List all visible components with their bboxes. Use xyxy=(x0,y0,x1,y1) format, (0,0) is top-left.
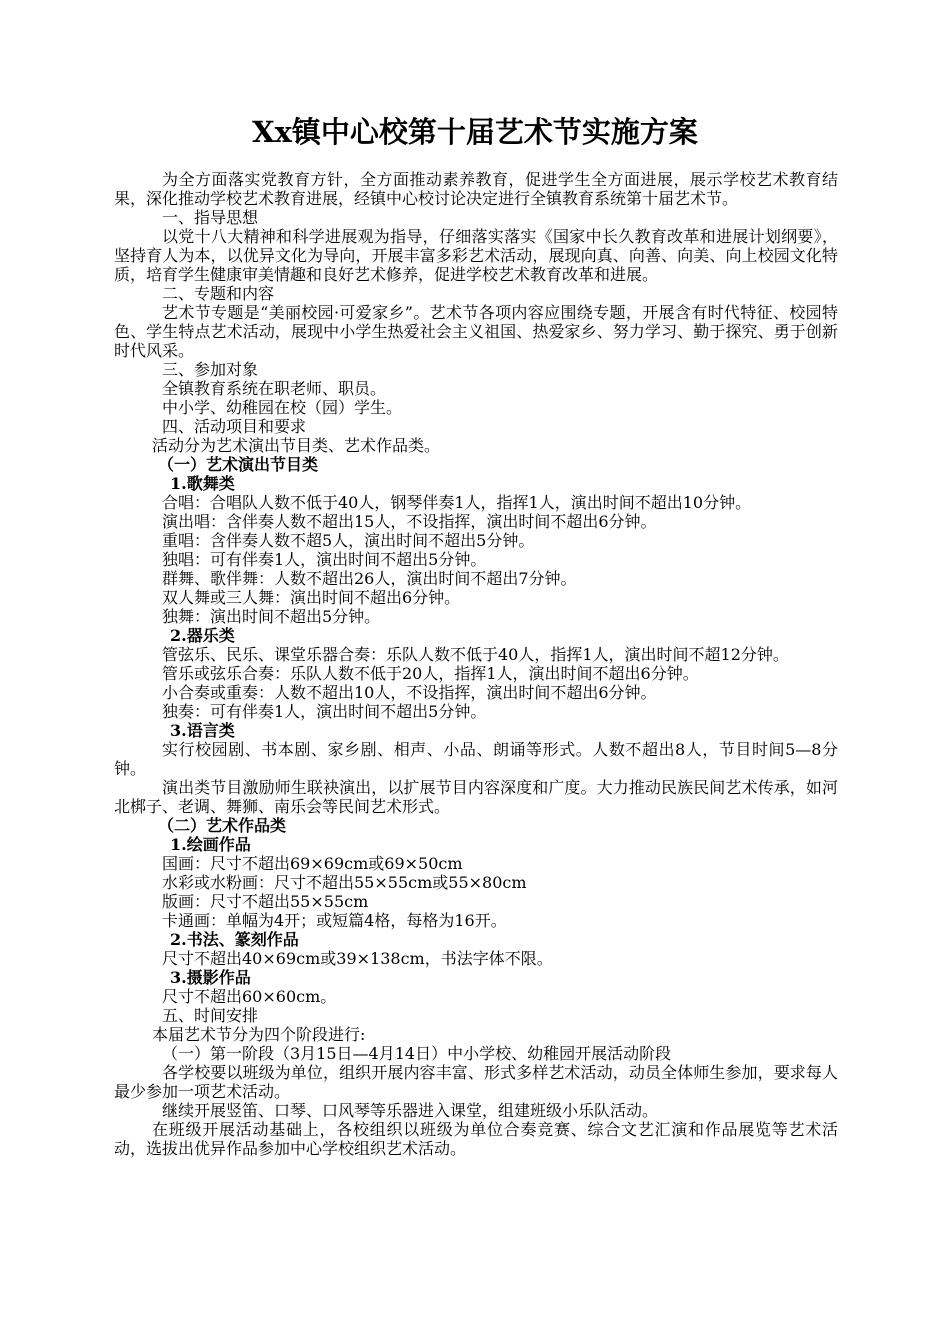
paragraph: 尺寸不超出60×60cm。 xyxy=(162,987,337,1006)
paragraph: （一）艺术演出节目类 xyxy=(158,455,319,474)
paragraph: 中小学、幼稚园在校（园）学生。 xyxy=(162,398,403,417)
paragraph: 演出类节目激励师生联袂演出，以扩展节目内容深度和广度。大力推动民族民间艺术传承，如河北梆子、老调、舞狮、南乐会等民间艺术形式。 xyxy=(114,778,838,816)
paragraph: 1.绘画作品 xyxy=(170,835,251,854)
paragraph: 独奏：可有伴奏1人，演出时间不超出5分钟。 xyxy=(162,702,487,721)
paragraph: 合唱：合唱队人数不低于40人，钢琴伴奏1人，指挥1人，演出时间不超出10分钟。 xyxy=(162,493,752,512)
paragraph: 全镇教育系统在职老师、职员。 xyxy=(162,379,387,398)
document-body xyxy=(114,170,838,1158)
paragraph: 二、专题和内容 xyxy=(162,284,275,303)
paragraph: 活动分为艺术演出节目类、艺术作品类。 xyxy=(152,436,441,455)
paragraph: 在班级开展活动基础上，各校组织以班级为单位合奏竞赛、综合文艺汇演和作品展览等艺术活动，选拔出优异作品参加中心学校组织艺术活动。 xyxy=(114,1120,838,1158)
paragraph: 管乐或弦乐合奏：乐队人数不低于20人，指挥1人，演出时间不超出6分钟。 xyxy=(162,664,699,683)
paragraph: （一）第一阶段（3月15日—4月14日）中小学校、幼稚园开展活动阶段 xyxy=(162,1044,672,1063)
paragraph: 各学校要以班级为单位，组织开展内容丰富、形式多样艺术活动，动员全体师生参加，要求每人最少参加一项艺术活动。 xyxy=(114,1063,838,1101)
paragraph: 演出唱：含伴奏人数不超出15人，不设指挥，演出时间不超出6分钟。 xyxy=(162,512,657,531)
paragraph: 尺寸不超出40×69cm或39×138cm，书法字体不限。 xyxy=(162,949,553,968)
paragraph: 独唱：可有伴奏1人，演出时间不超出5分钟。 xyxy=(162,550,487,569)
document-title: Xx镇中心校第十届艺术节实施方案 xyxy=(252,115,698,149)
paragraph: 2.器乐类 xyxy=(170,626,235,645)
paragraph: 一、指导思想 xyxy=(162,208,259,227)
paragraph: 版画：尺寸不超出55×55cm xyxy=(162,892,369,911)
paragraph: 双人舞或三人舞：演出时间不超出6分钟。 xyxy=(162,588,461,607)
paragraph: 群舞、歌伴舞：人数不超出26人，演出时间不超出7分钟。 xyxy=(162,569,577,588)
paragraph: 卡通画：单幅为4开；或短篇4格，每格为16开。 xyxy=(162,911,507,930)
paragraph: 实行校园剧、书本剧、家乡剧、相声、小品、朗诵等形式。人数不超出8人，节目时间5—8分钟。 xyxy=(114,740,838,778)
paragraph: 小合奏或重奏：人数不超出10人，不设指挥，演出时间不超出6分钟。 xyxy=(162,683,657,702)
paragraph: 1.歌舞类 xyxy=(170,474,235,493)
paragraph: 管弦乐、民乐、课堂乐器合奏：乐队人数不低于40人，指挥1人，演出时间不超12分钟。 xyxy=(162,645,789,664)
paragraph: （二）艺术作品类 xyxy=(158,816,287,835)
paragraph: 三、参加对象 xyxy=(162,360,259,379)
paragraph: 四、活动项目和要求 xyxy=(162,417,307,436)
paragraph: 重唱：含伴奏人数不超5人，演出时间不超出5分钟。 xyxy=(162,531,535,550)
paragraph: 独舞：演出时间不超出5分钟。 xyxy=(162,607,381,626)
paragraph: 3.摄影作品 xyxy=(170,968,251,987)
paragraph: 水彩或水粉画：尺寸不超出55×55cm或55×80cm xyxy=(162,873,527,892)
paragraph: 以党十八大精神和科学进展观为指导，仔细落实落实《国家中长久教育改革和进展计划纲要》，坚持育人为本，以优异文化为导向，开展丰富多彩艺术活动，展现向真、向善、向美、向上校园文化特质，培育学生健康审美情趣和良好艺术修养，促进学校艺术教育改革和进展。 xyxy=(114,227,838,284)
paragraph: 继续开展竖笛、口琴、口风琴等乐器进入课堂，组建班级小乐队活动。 xyxy=(162,1101,659,1120)
paragraph: 艺术节专题是“美丽校园·可爱家乡”。艺术节各项内容应围绕专题，开展含有时代特征、校园特色、学生特点艺术活动，展现中小学生热爱社会主义祖国、热爱家乡、努力学习、勤于探究、勇于创新时代风采。 xyxy=(114,303,838,360)
paragraph: 本届艺术节分为四个阶段进行: xyxy=(152,1025,366,1044)
paragraph: 为全方面落实党教育方针，全方面推动素养教育，促进学生全方面进展，展示学校艺术教育结果，深化推动学校艺术教育进展，经镇中心校讨论决定进行全镇教育系统第十届艺术节。 xyxy=(114,170,838,208)
paragraph: 五、时间安排 xyxy=(162,1006,259,1025)
paragraph: 国画：尺寸不超出69×69cm或69×50cm xyxy=(162,854,463,873)
paragraph: 3.语言类 xyxy=(170,721,235,740)
paragraph: 2.书法、篆刻作品 xyxy=(170,930,299,949)
